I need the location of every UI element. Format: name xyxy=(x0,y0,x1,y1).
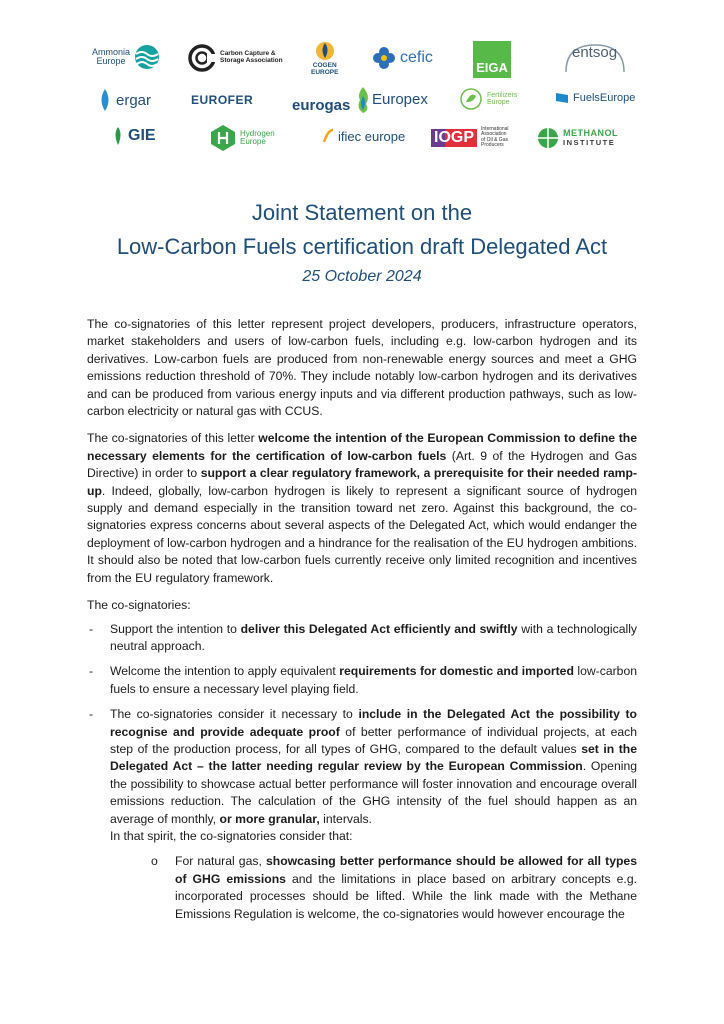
hydrogen-line2: Europe xyxy=(240,137,266,146)
ergar-text: ergar xyxy=(116,91,152,109)
statement-body xyxy=(87,316,637,923)
statement-title-line2: Low-Carbon Fuels certification draft Delegated Act xyxy=(116,234,608,259)
bullet-performance-bold-2: set in the Delegated Act – the latter needing regular review by the European Commission xyxy=(110,741,638,774)
sub-natural-gas-text-2: and the limitations in place based on arbitrary concepts e.g. incorporated processes should be lifted. While the link made with the Methane Emissions Regulation is welcome, the co-signatories would however encourage the xyxy=(175,871,637,921)
iogp-line4: Producers xyxy=(481,141,504,148)
ccsa-line1: Carbon Capture & xyxy=(220,50,276,58)
statement-title-line1: Joint Statement on the xyxy=(251,200,473,225)
eurofer-logo xyxy=(191,93,253,107)
welcome-paragraph xyxy=(87,430,637,587)
iogp-text: IOGP xyxy=(431,129,477,147)
bullet-dash: - xyxy=(89,707,94,722)
bullet-dash: - xyxy=(89,664,94,679)
cogen-europe-logo xyxy=(311,40,338,77)
gie-flame-icon xyxy=(112,126,124,146)
ergar-drop-icon xyxy=(98,88,112,112)
cefic-text: cefic xyxy=(400,49,433,66)
ccsa-logo xyxy=(188,44,283,72)
sub-natural-gas-bold: showcasing better performance should be allowed for all types of GHG emissions xyxy=(175,854,637,886)
iogp-line3: of Oil & Gas xyxy=(481,136,508,143)
ammonia-line1: Ammonia xyxy=(92,46,131,57)
eurogas-logo xyxy=(292,86,372,114)
sub-bullet-circle: o xyxy=(151,854,158,869)
cosignatories-heading: The co-signatories: xyxy=(87,598,191,613)
statement-date: 25 October 2024 xyxy=(302,268,422,285)
iogp-line2: Association xyxy=(481,131,507,138)
ergar-logo xyxy=(98,88,151,112)
methanol-globe-icon xyxy=(537,127,559,149)
methanol-institute-logo xyxy=(537,127,618,149)
partner-logos xyxy=(0,0,724,170)
hydrogen-line1: Hydrogen xyxy=(240,128,275,138)
welcome-bold-2: support a clear regulatory framework, a prerequisite for their needed ramp-up xyxy=(87,466,637,498)
welcome-bold-1: welcome the intention of the European Commission to define the necessary elements for the certification of low-carbon fuels xyxy=(87,431,637,463)
fuelseurope-flag-icon xyxy=(555,92,569,104)
bullet-requirements-text-2: low-carbon fuels to ensure a necessary level playing field. xyxy=(110,664,638,696)
eurogas-flame-icon xyxy=(354,86,372,114)
bullet-deliver-bold: deliver this Delegated Act efficiently and swiftly xyxy=(240,621,518,636)
bullet-performance-bold-1: include in the Delegated Act the possibility to recognise and provide adequate proof xyxy=(110,707,638,739)
bullet-deliver-text-1: Support the intention to xyxy=(110,621,241,636)
spirit-line: In that spirit, the co-signatories consider that: xyxy=(110,828,353,843)
bullet-performance xyxy=(87,706,637,845)
europex-logo xyxy=(372,91,428,108)
eurogas-text: eurogas xyxy=(292,96,351,114)
hydrogen-hex-icon xyxy=(210,124,236,152)
cefic-flower-icon xyxy=(372,46,396,70)
ammonia-wave-icon xyxy=(134,44,160,70)
bullet-deliver-text-2: with a technologically neutral approach. xyxy=(110,621,637,653)
entsog-logo xyxy=(562,42,628,76)
cogen-line2: EUROPE xyxy=(311,68,339,76)
methanol-line2: INSTITUTE xyxy=(563,137,616,147)
sub-natural-gas-text-1: For natural gas, xyxy=(175,854,266,869)
eiga-logo xyxy=(473,41,511,78)
cogen-line1: COGEN xyxy=(312,62,337,69)
eurofer-text: EUROFER xyxy=(191,93,254,107)
hydrogen-europe-logo xyxy=(210,124,275,152)
intro-paragraph: The co-signatories of this letter represent project developers, producers, infrastructure operators, market stakeholders and users of low-carbon fuels, including e.g. low-carbon hydrogen and its derivatives. Low-carbon fuels are produced from non-renewable energy sources and meet a GHG emissions reduction threshold of 70%. They include notably low-carbon hydrogen and its derivatives and can be produced from various energy inputs and via different production pathways, such as low-carbon electricity or natural gas with CCUS. xyxy=(87,317,637,419)
welcome-text-1: The co-signatories of this letter xyxy=(87,431,259,446)
bullet-deliver xyxy=(87,621,637,656)
fuelseurope-text: FuelsEurope xyxy=(573,92,636,104)
welcome-text-2: (Art. 9 of the Hydrogen and Gas Directive) in order to xyxy=(87,448,637,481)
bullet-dash: - xyxy=(89,621,94,636)
ccsa-line2: Storage Association xyxy=(220,57,283,64)
fertilizers-europe-logo xyxy=(459,87,517,111)
ccsa-c-icon xyxy=(188,44,216,72)
fertilizers-line1: Fertilizers xyxy=(487,91,518,99)
fuelseurope-logo xyxy=(555,92,635,104)
entsog-text: entsog xyxy=(572,44,618,61)
bullet-requirements xyxy=(87,663,637,698)
eiga-text: EIGA xyxy=(476,60,508,75)
bullet-performance-text-2: of better performance of individual projects, at each step of the production process, for all types of GHG, compared to the default values xyxy=(110,724,637,756)
ifiec-text: ifiec europe xyxy=(338,128,406,144)
bullet-performance-bold-3: or more granular, xyxy=(219,811,320,826)
fertilizers-leaf-icon xyxy=(459,87,483,111)
cefic-logo xyxy=(372,46,433,70)
gie-text: GIE xyxy=(128,127,156,144)
bullet-requirements-text-1: Welcome the intention to apply equivalent xyxy=(110,664,340,679)
bullet-requirements-bold: requirements for domestic and imported xyxy=(339,664,574,679)
iogp-logo xyxy=(431,127,509,148)
fertilizers-line2: Europe xyxy=(487,99,510,106)
bullet-performance-text-3: . Opening the possibility to showcase actual better performance will foster innovation and encourage overall emissions reduction. The calculation of the GHG intensity of the fuel should happen as an average of monthly, xyxy=(110,759,637,826)
cogen-drop-icon xyxy=(314,40,336,62)
europex-text: Europex xyxy=(372,91,428,108)
welcome-text-3: . Indeed, globally, low-carbon hydrogen is likely to represent a significant source of hydrogen supply and demand especially in the transition toward net zero. Against this background, the co-signatories express concerns about several aspects of the Delegated Act, which would endanger the deployment of low-carbon hydrogen and a hindrance for the realisation of the EU hydrogen ambitions. It should also be noted that low-carbon fuels currently receive only limited recognition and incentives from the EU regulatory framework. xyxy=(87,483,637,585)
ifiec-swoosh-icon xyxy=(322,128,334,144)
ammonia-europe-logo xyxy=(92,44,160,70)
sub-bullet-natural-gas xyxy=(87,853,637,923)
gie-logo xyxy=(112,126,156,146)
methanol-line1: METHANOL xyxy=(563,128,618,139)
ifiec-europe-logo xyxy=(322,128,405,144)
iogp-line1: International xyxy=(481,126,509,132)
ammonia-line2: Europe xyxy=(96,56,126,66)
bullet-performance-text-4: intervals. xyxy=(319,811,372,826)
bullet-performance-text-1: The co-signatories consider it necessary to xyxy=(110,707,359,722)
